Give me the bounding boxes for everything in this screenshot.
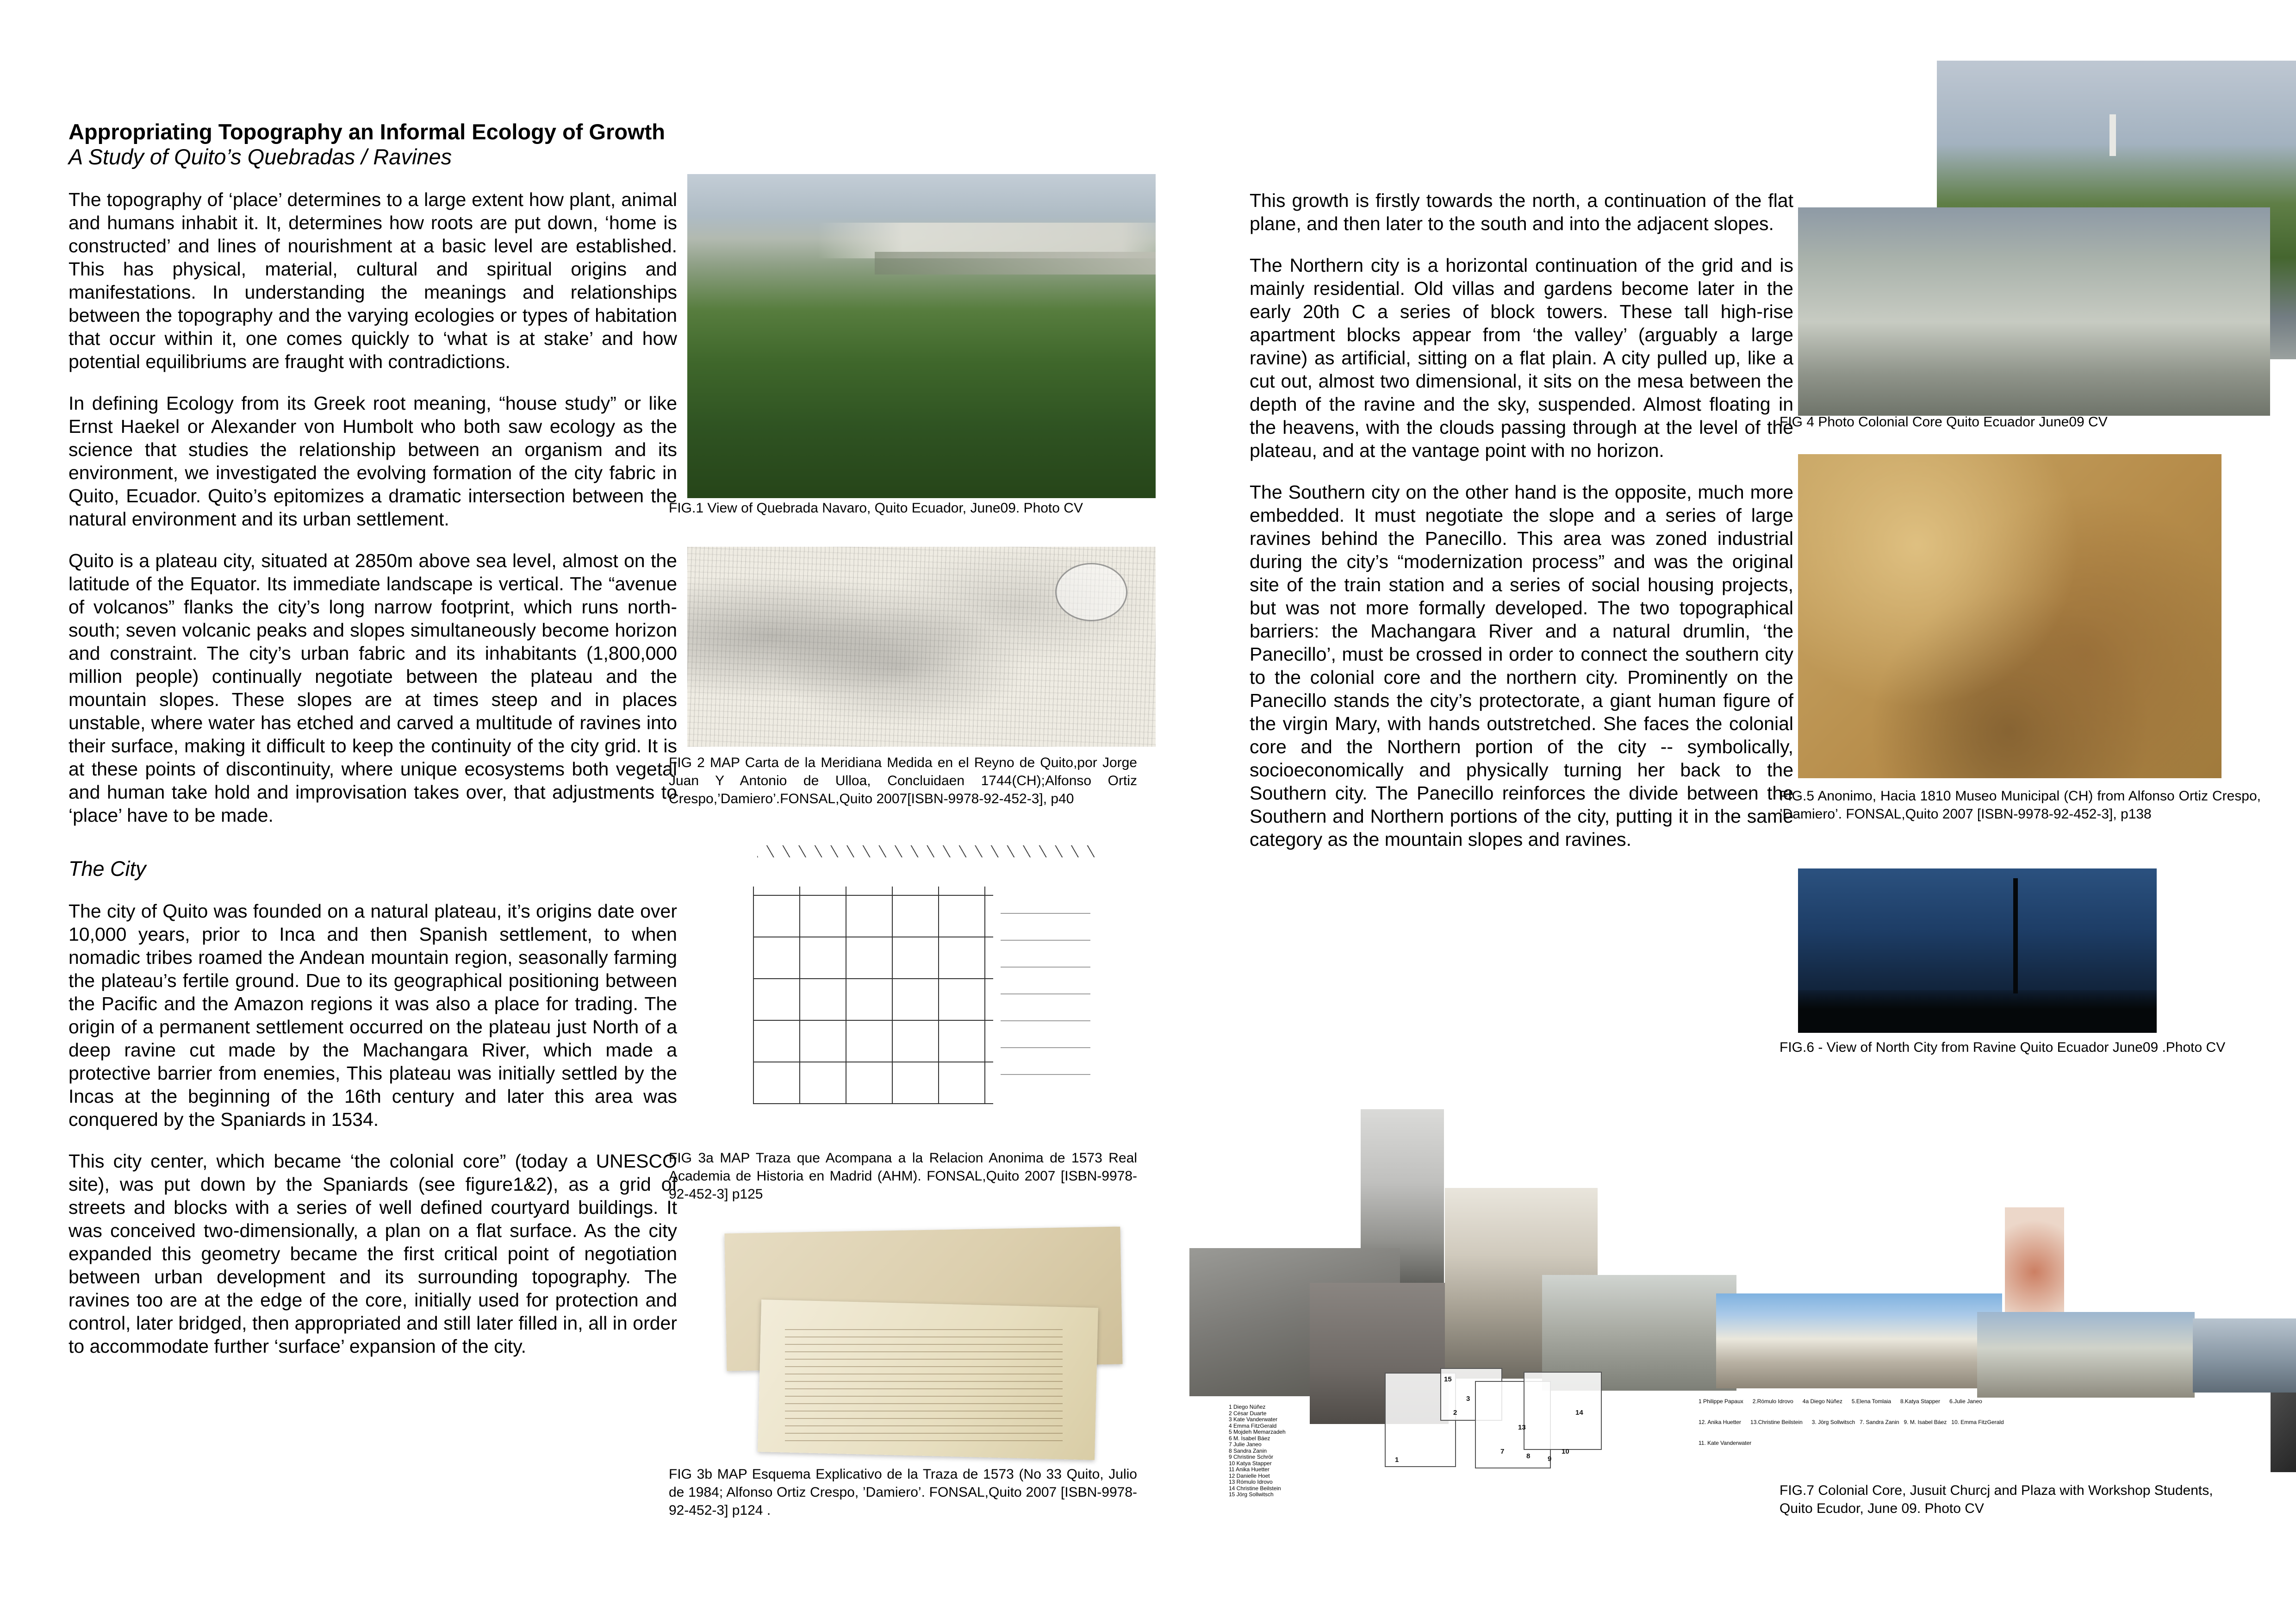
name-list-item: 10 Katya Stapper (1229, 1460, 1272, 1467)
fig3a-caption: FIG 3a MAP Traza que Acompana a la Relacion Anonima de 1573 Real Academia de Historia en Madrid (AHM). FONSAL,Quito 2007 [ISBN-9978-92-452-3] p125 (669, 1150, 1137, 1202)
section-heading-the-city: The City (68, 856, 146, 881)
sketch-number: 9 (1548, 1455, 1552, 1463)
name-list-item: 5 Mojdeh Memarzadeh (1229, 1429, 1286, 1435)
sketch-number: 1 (1395, 1456, 1399, 1464)
page-title: Appropriating Topography an Informal Ecology of Growth (68, 119, 665, 144)
paragraph-topography: The topography of ‘place’ determines to a large extent how plant, animal and humans inhabit it. It, determines how roots are put down, ‘home is constructed’ and lines of nourishment at a basic level are established. This has physical, material, cultural and spiritual origins and manifestations. In understanding the meanings and relationships between the topography and the varying ecologies or types of habitation that occur within it, one comes quickly to ‘what is at stake’ and how potential equilibriums are fraught with contradictions. (68, 189, 677, 373)
fig7-plaza-photo-3 (2193, 1318, 2296, 1393)
fig4-caption: FIG 4 Photo Colonial Core Quito Ecuador June09 CV (1780, 414, 2108, 430)
name-list-item: 4 Emma FitzGerald (1229, 1422, 1277, 1429)
fig4-colonial-core-photo (1798, 207, 2270, 416)
fig1-caption: FIG.1 View of Quebrada Navaro, Quito Ecuador, June09. Photo CV (669, 500, 1083, 516)
panorama-key-line: 12. Anika Huetter 13.Christine Beilstein 3. Jörg Sollwitsch 7. Sandra Zanin 9. M. Isabel Báez 10. Emma FitzGerald (1699, 1419, 2004, 1425)
center-text-column (1250, 189, 1793, 851)
fig2-cartouche (1055, 563, 1127, 621)
sketch-number: 14 (1575, 1409, 1583, 1417)
name-list-item: 6 M. Isabel Báez (1229, 1435, 1270, 1442)
fig7-panorama-key (1699, 1384, 2198, 1461)
sketch-number: 2 (1453, 1409, 1457, 1417)
name-list-item: 12 Danielle Hoet (1229, 1472, 1270, 1479)
fig3a-mountain-line (757, 845, 1095, 857)
fig7-name-list (1229, 1404, 1395, 1498)
fig7-plaza-panorama-photo (1716, 1293, 2002, 1388)
paragraph-ecology: In defining Ecology from its Greek root meaning, “house study” or like Ernst Haekel or Alexander von Humbolt who both saw ecology as the science that studies the relationship between an organism and its environment, we investigated the evolving formation of the city fabric in Quito, Ecuador. Quito’s epitomizes a dramatic intersection between the natural environment and its urban settlement. (68, 393, 677, 530)
fig7-caption: FIG.7 Colonial Core, Jusuit Churcj and Plaza with Workshop Students, Quito Ecudor, June 09. Photo CV (1780, 1483, 2213, 1516)
sketch-number: 10 (1562, 1448, 1569, 1455)
sketch-number: 3 (1466, 1395, 1470, 1403)
fig6-north-city-photo (1798, 868, 2157, 1033)
fig4-statue (2109, 114, 2116, 156)
fig3a-street-grid (753, 887, 993, 1104)
fig7-dark-photo (2271, 1393, 2296, 1472)
name-list-item: 14 Christine Beilstein (1229, 1485, 1281, 1492)
paragraph-southern-city: The Southern city on the other hand is the opposite, much more embedded. It must negotiate the slope and a series of large ravines behind the Panecillo. This area was zoned industrial during the city’s “modernization process” and was the original site of the train station and a series of social housing projects, but was not more formally developed. The two topographical barriers: the Machangara River and a natural drumlin, ‘the Panecillo’, must be crossed in order to connect the southern city to the colonial core and the northern city. Prominently on the Panecillo stands the city’s protectorate, a giant human figure of the virgin Mary, with hands outstretched. She faces the colonial core and the Northern portion of the city -- symbolically, socioeconomically and physically turning her back to the Southern city. The Panecillo reinforces the divide between the Southern and Northern portions of the city, putting it in the same category as the mountain slopes and ravines. (1250, 481, 1793, 850)
fig3a-traza-diagram (738, 834, 1113, 1128)
name-list-item: 13 Rómulo Idrovo (1229, 1479, 1273, 1485)
fig3b-manuscript-map (717, 1220, 1139, 1466)
paragraph-founding: The city of Quito was founded on a natural plateau, it’s origins date over 10,000 years, prior to Inca and then Spanish settlement, to when nomadic tribes roamed the Andean mountain region, seasonally farming the plateau’s fertile ground. Due to its geographical positioning between the Pacific and the Amazon regions it was also a place for trading. The origin of a permanent settlement occurred on the plateau just North of a deep ravine cut made by the Machangara River, which made a protective barrier from enemies, This plateau was initially settled by the Incas at the beginning of the 16th century and later this area was conquered by the Spaniards in 1534. (68, 900, 677, 1130)
fig3a-annotations (1001, 899, 1090, 1075)
sketch-number: 7 (1500, 1448, 1505, 1455)
name-list-item: 1 Diego Núñez (1229, 1404, 1266, 1410)
fig6-pole (2013, 878, 2018, 993)
fig1-quebrada-photo (687, 174, 1156, 498)
name-list-item: 9 Christine Schrör (1229, 1454, 1274, 1460)
sketch-number: 8 (1526, 1452, 1531, 1460)
fig7-outline-sketch (1385, 1368, 1602, 1477)
name-list-item: 3 Kate Vanderwater (1229, 1416, 1278, 1423)
paragraph-colonial-core: This city center, which became ‘the colonial core” (today a UNESCO site), was put down by the Spaniards (see figure1&2), as a grid of streets and blocks with a series of well defined courtyard buildings. It was conceived two-dimensionally, a plan on a flat surface. As the city expanded this geometry became the first critical point of negotiation between urban development and its surrounding topography. The ravines too are at the edge of the core, initially used for protection and control, later bridged, then appropriated and still later filled in, all in order to accommodate further ‘surface’ expansion of the city. (68, 1150, 677, 1357)
name-list-item: 15 Jörg Sollwitsch (1229, 1491, 1274, 1498)
fig3b-caption: FIG 3b MAP Esquema Explicativo de la Traza de 1573 (No 33 Quito, Julio de 1984; Alfonso Ortiz Crespo, ’Damiero’. FONSAL,Quito 2007 [ISBN-9978-92-452-3] p124 . (669, 1467, 1137, 1518)
name-list-item: 7 Julie Janeo (1229, 1441, 1262, 1448)
sketch-number: 13 (1518, 1424, 1526, 1431)
paragraph-northern-city: The Northern city is a horizontal continuation of the grid and is mainly residential. Old villas and gardens become later in the early 20th C a series of block towers. These tall high-rise apartment blocks appear from ‘the valley’ (arguably a large ravine) as artificial, sitting on a flat plain. A city pulled up, like a cut out, almost two dimensional, it sits on the mesa between the depth of the ravine and the sky, suspended. Almost floating in the heavens, with the clouds passing through at the level of the plateau, and at the vantage point with no horizon. (1250, 255, 1793, 462)
fig5-1810-map (1798, 454, 2221, 778)
fig2-caption: FIG 2 MAP Carta de la Meridiana Medida en el Reyno de Quito,por Jorge Juan Y Antonio de Ulloa, Concluidaen 1744(CH);Alfonso Ortiz Crespo,’Damiero’.FONSAL,Quito 2007[ISBN-9978-92-452-3], p40 (669, 755, 1137, 806)
page-subtitle: A Study of Quito’s Quebradas / Ravines (68, 144, 452, 169)
sketch-number: 15 (1444, 1375, 1452, 1383)
name-list-item: 2 César Duarte (1229, 1410, 1267, 1417)
panorama-key-line: 11. Kate Vanderwater (1699, 1440, 1752, 1446)
panorama-key-line: 1 Philippe Papaux 2.Rómulo Idrovo 4a Diego Núñez 5.Elena Tomlaia 8.Katya Stapper 6.Julie Janeo (1699, 1398, 1982, 1405)
name-list-item: 11 Anika Huetter (1229, 1466, 1269, 1473)
fig6-caption: FIG.6 - View of North City from Ravine Quito Ecuador June09 .Photo CV (1780, 1040, 2226, 1055)
fig1-ridge (875, 252, 1156, 275)
fig5-caption: FIG.5 Anonimo, Hacia 1810 Museo Municipal (CH) from Alfonso Ortiz Crespo, ’Damiero’. FONSAL,Quito 2007 [ISBN-9978-92-452-3], p138 (1780, 788, 2261, 822)
paragraph-plateau: Quito is a plateau city, situated at 2850m above sea level, almost on the latitude of the Equator. Its immediate landscape is vertical. The “avenue of volcanos” flanks the city’s long narrow footprint, which runs north-south; seven volcanic peaks and slopes simultaneously become horizon and constraint. The city’s urban fabric and its inhabitants (1,800,000 million people) continually negotiate between the plateau and the mountain slopes. These slopes are at times steep and in places unstable, where water has etched and carved a multitude of ravines into their surface, making it difficult to keep the continuity of the city grid. It is at these points of discontinuity, where unique ecosystems both vegetal and human take hold and improvisation takes over, that adjustments to ‘place’ have to be made. (68, 550, 677, 826)
left-text-column (68, 119, 677, 1358)
paragraph-growth-north: This growth is firstly towards the north, a continuation of the flat plane, and then later to the south and into the adjacent slopes. (1250, 190, 1793, 235)
fig3b-handwriting (785, 1324, 1063, 1441)
fig6-silhouette (1798, 990, 2157, 1033)
name-list-item: 8 Sandra Zanin (1229, 1447, 1267, 1454)
sketch-frame-4 (1524, 1372, 1602, 1450)
fig2-meridiana-map (687, 547, 1156, 747)
